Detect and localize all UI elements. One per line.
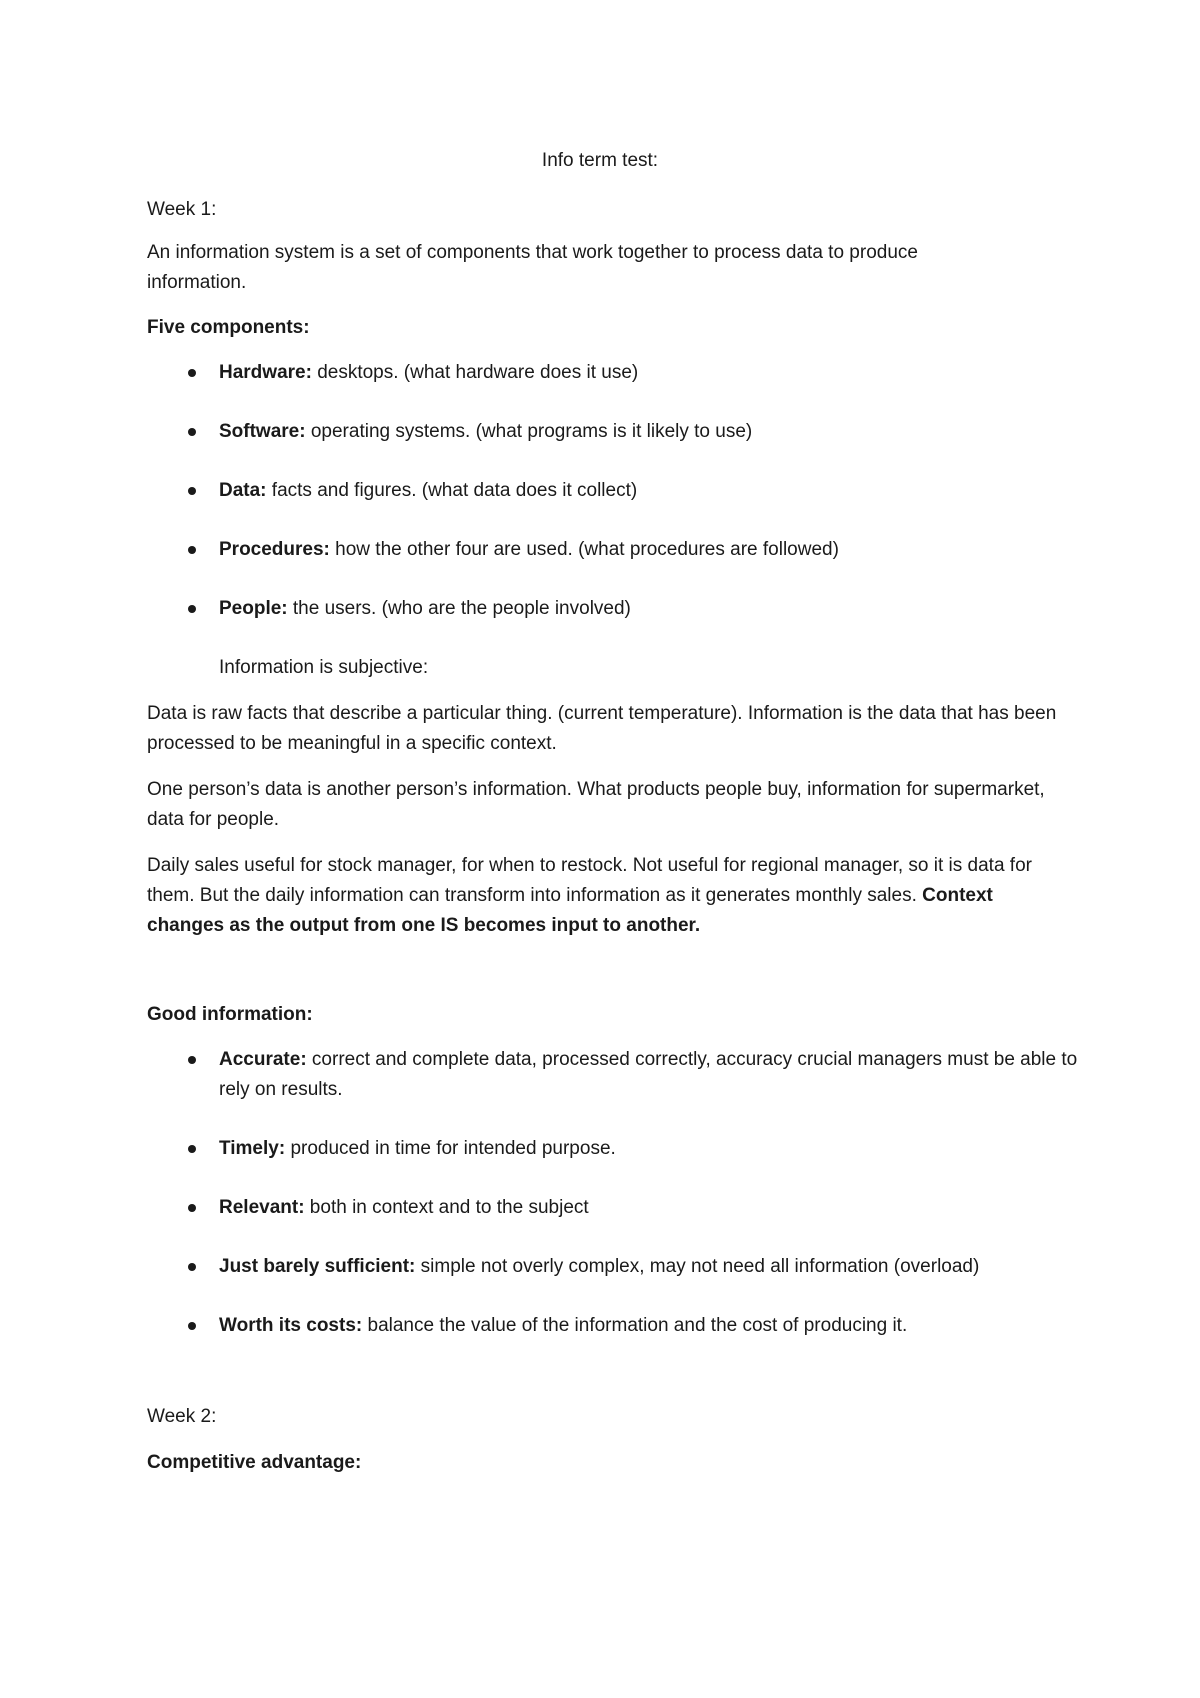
context-bold-text: Context changes as the output from one IS becomes input to another. <box>147 885 993 936</box>
component-item-people <box>219 594 1089 624</box>
component-term: Software: <box>219 421 306 442</box>
bullet-icon <box>188 1263 196 1271</box>
good-item-sufficient <box>219 1252 1089 1282</box>
component-item-procedures <box>219 535 1089 565</box>
component-term: People: <box>219 598 288 619</box>
component-desc: facts and figures. (what data does it collect) <box>266 480 638 501</box>
context-paragraph <box>147 851 1047 941</box>
good-desc: produced in time for intended purpose. <box>285 1138 616 1159</box>
document-title: Info term test: <box>541 150 659 171</box>
good-desc: balance the value of the information and the cost of producing it. <box>362 1315 908 1336</box>
component-term: Hardware: <box>219 362 312 383</box>
bullet-icon <box>188 605 196 613</box>
good-term: Just barely sufficient: <box>219 1256 416 1277</box>
bullet-icon <box>188 1322 196 1330</box>
context-text: Daily sales useful for stock manager, for when to restock. Not useful for regional manager, so it is data for them. But the daily information can transform into information as it generates monthly sales. <box>147 855 1032 906</box>
component-desc: desktops. (what hardware does it use) <box>311 362 639 383</box>
good-item-accurate <box>219 1045 1089 1105</box>
good-term: Relevant: <box>219 1197 305 1218</box>
good-desc: both in context and to the subject <box>304 1197 589 1218</box>
good-item-timely <box>219 1134 1089 1164</box>
component-item-data <box>219 476 1089 506</box>
component-desc: operating systems. (what programs is it likely to use) <box>305 421 753 442</box>
good-information-heading: Good information: <box>147 1004 313 1025</box>
subjective-heading: Information is subjective: <box>219 657 429 678</box>
good-desc: correct and complete data, processed correctly, accuracy crucial managers must be able to rely on results. <box>219 1049 1078 1100</box>
component-item-hardware <box>219 358 1089 388</box>
good-item-relevant <box>219 1193 1089 1223</box>
bullet-icon <box>188 1145 196 1153</box>
good-term: Timely: <box>219 1138 286 1159</box>
bullet-icon <box>188 487 196 495</box>
week2-heading: Week 2: <box>147 1406 217 1427</box>
bullet-icon <box>188 369 196 377</box>
data-perspective-paragraph: One person’s data is another person’s information. What products people buy, information for supermarket, data for people. <box>147 779 1045 830</box>
bullet-icon <box>188 428 196 436</box>
component-item-software <box>219 417 1089 447</box>
components-heading: Five components: <box>147 317 310 338</box>
good-item-worth-costs <box>219 1311 1089 1341</box>
competitive-advantage-heading: Competitive advantage: <box>147 1452 362 1473</box>
bullet-icon <box>188 1204 196 1212</box>
good-term: Accurate: <box>219 1049 307 1070</box>
good-term: Worth its costs: <box>219 1315 363 1336</box>
bullet-icon <box>188 546 196 554</box>
good-desc: simple not overly complex, may not need all information (overload) <box>415 1256 980 1277</box>
component-desc: how the other four are used. (what procedures are followed) <box>329 539 839 560</box>
definition-paragraph: An information system is a set of components that work together to process data to produce information. <box>147 242 918 293</box>
component-term: Procedures: <box>219 539 330 560</box>
component-desc: the users. (who are the people involved) <box>287 598 631 619</box>
bullet-icon <box>188 1056 196 1064</box>
component-term: Data: <box>219 480 267 501</box>
data-vs-information-paragraph: Data is raw facts that describe a particular thing. (current temperature). Information is the data that has been processed to be meaningful in a specific context. <box>147 703 1057 754</box>
week1-heading: Week 1: <box>147 199 217 220</box>
